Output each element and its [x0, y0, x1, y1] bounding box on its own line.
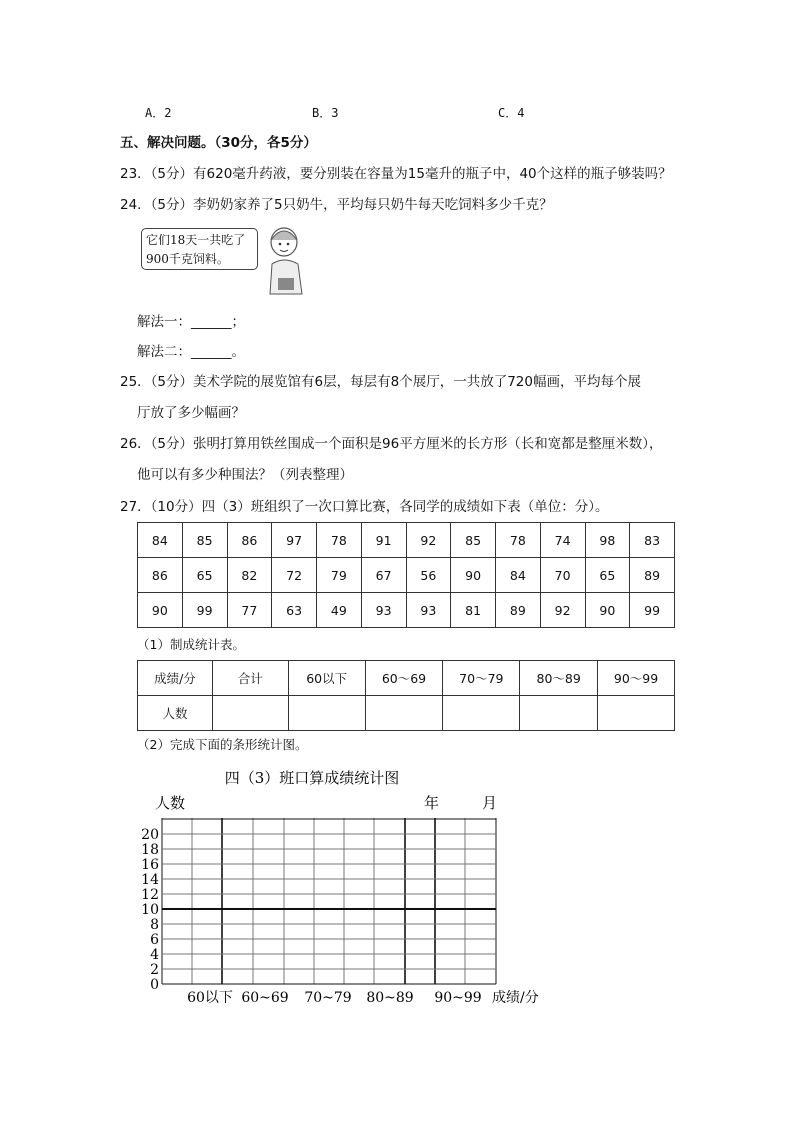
score-cell: 89	[496, 593, 541, 628]
score-cell: 99	[630, 593, 675, 628]
score-cell: 84	[496, 558, 541, 593]
score-cell: 90	[138, 593, 183, 628]
bubble-line: 它们18天一共吃了	[146, 233, 246, 247]
question-25: 25．（5分）美术学院的展览馆有6层，每层有8个展厅，一共放了720幅画，平均每个展	[120, 374, 641, 390]
question-25-cont: 厅放了多少幅画？	[137, 405, 245, 421]
tally-header-cell: 合计	[212, 661, 288, 696]
chart-title: 四（3）班口算成绩统计图	[224, 769, 400, 787]
score-cell: 93	[406, 593, 451, 628]
score-cell: 65	[182, 558, 227, 593]
y-tick-label: 14	[141, 872, 159, 888]
score-cell: 85	[182, 523, 227, 558]
score-cell: 86	[138, 558, 183, 593]
score-cell: 82	[227, 558, 272, 593]
x-tick-label: 80~89	[366, 990, 414, 1006]
score-cell: 92	[540, 593, 585, 628]
score-cell: 67	[361, 558, 406, 593]
tally-header-cell: 成绩/分	[138, 661, 213, 696]
score-cell: 63	[272, 593, 317, 628]
question-26: 26．（5分）张明打算用铁丝围成一个面积是96平方厘米的长方形（长和宽都是整厘米数），	[120, 436, 663, 452]
score-cell: 49	[317, 593, 362, 628]
x-tick-label: 90~99	[434, 990, 482, 1006]
score-cell: 81	[451, 593, 496, 628]
tally-header-cell: 60以下	[288, 661, 365, 696]
y-tick-label: 16	[141, 857, 159, 873]
score-cell: 92	[406, 523, 451, 558]
y-tick-label: 20	[141, 827, 159, 843]
score-cell: 56	[406, 558, 451, 593]
tally-row-label: 人数	[138, 696, 213, 731]
score-cell: 93	[361, 593, 406, 628]
score-cell: 65	[585, 558, 630, 593]
question-24: 24．（5分）李奶奶家养了5只奶牛，平均每只奶牛每天吃饲料多少千克？	[120, 197, 553, 213]
x-axis-label: 成绩/分	[492, 990, 539, 1006]
score-cell: 89	[630, 558, 675, 593]
score-cell: 98	[585, 523, 630, 558]
score-cell: 78	[317, 523, 362, 558]
score-cell: 85	[451, 523, 496, 558]
month-label: 月	[482, 794, 498, 812]
section-heading: 五、解决问题。（30分，各5分）	[120, 135, 317, 151]
part-2-label: （2）完成下面的条形统计图。	[137, 737, 308, 752]
y-tick-label: 12	[141, 887, 159, 903]
y-tick-label: 18	[141, 842, 159, 858]
score-cell: 74	[540, 523, 585, 558]
score-cell: 90	[451, 558, 496, 593]
y-axis-label: 人数	[155, 794, 186, 812]
question-26-cont: 他可以有多少种围法？（列表整理）	[137, 467, 353, 483]
score-cell: 86	[227, 523, 272, 558]
method-one[interactable]: 解法一：______；	[137, 314, 245, 330]
x-tick-label: 60~69	[241, 990, 289, 1006]
y-tick-label: 2	[150, 962, 159, 978]
x-tick-label: 70~79	[304, 990, 352, 1006]
x-tick-label: 60以下	[187, 990, 233, 1006]
option-c[interactable]: C．4	[498, 106, 525, 120]
question-23: 23．（5分）有620毫升药液，要分别装在容量为15毫升的瓶子中，40个这样的瓶子够装吗？	[120, 166, 672, 182]
score-cell: 97	[272, 523, 317, 558]
score-cell: 83	[630, 523, 675, 558]
score-cell: 84	[138, 523, 183, 558]
y-tick-label: 8	[150, 917, 159, 933]
score-cell: 90	[585, 593, 630, 628]
year-label: 年	[424, 794, 440, 812]
bubble-line: 900千克饲料。	[146, 252, 229, 266]
option-a[interactable]: A．2	[145, 106, 172, 120]
question-27: 27．（10分）四（3）班组织了一次口算比赛，各同学的成绩如下表（单位：分）。	[120, 499, 609, 515]
y-tick-label: 0	[150, 977, 159, 993]
part-1-label: （1）制成统计表。	[137, 637, 245, 652]
y-tick-label: 6	[150, 932, 159, 948]
score-cell: 72	[272, 558, 317, 593]
tally-header-cell: 60～69	[365, 661, 443, 696]
tally-header-cell: 70～79	[443, 661, 520, 696]
tally-header-cell: 90～99	[598, 661, 675, 696]
score-cell: 99	[182, 593, 227, 628]
option-b[interactable]: B．3	[312, 106, 339, 120]
score-cell: 78	[496, 523, 541, 558]
score-cell: 91	[361, 523, 406, 558]
y-tick-label: 10	[141, 902, 159, 918]
score-cell: 79	[317, 558, 362, 593]
tally-header-cell: 80～89	[520, 661, 598, 696]
method-two[interactable]: 解法二：______。	[137, 344, 245, 360]
score-cell: 70	[540, 558, 585, 593]
score-cell: 77	[227, 593, 272, 628]
y-tick-label: 4	[150, 947, 159, 963]
